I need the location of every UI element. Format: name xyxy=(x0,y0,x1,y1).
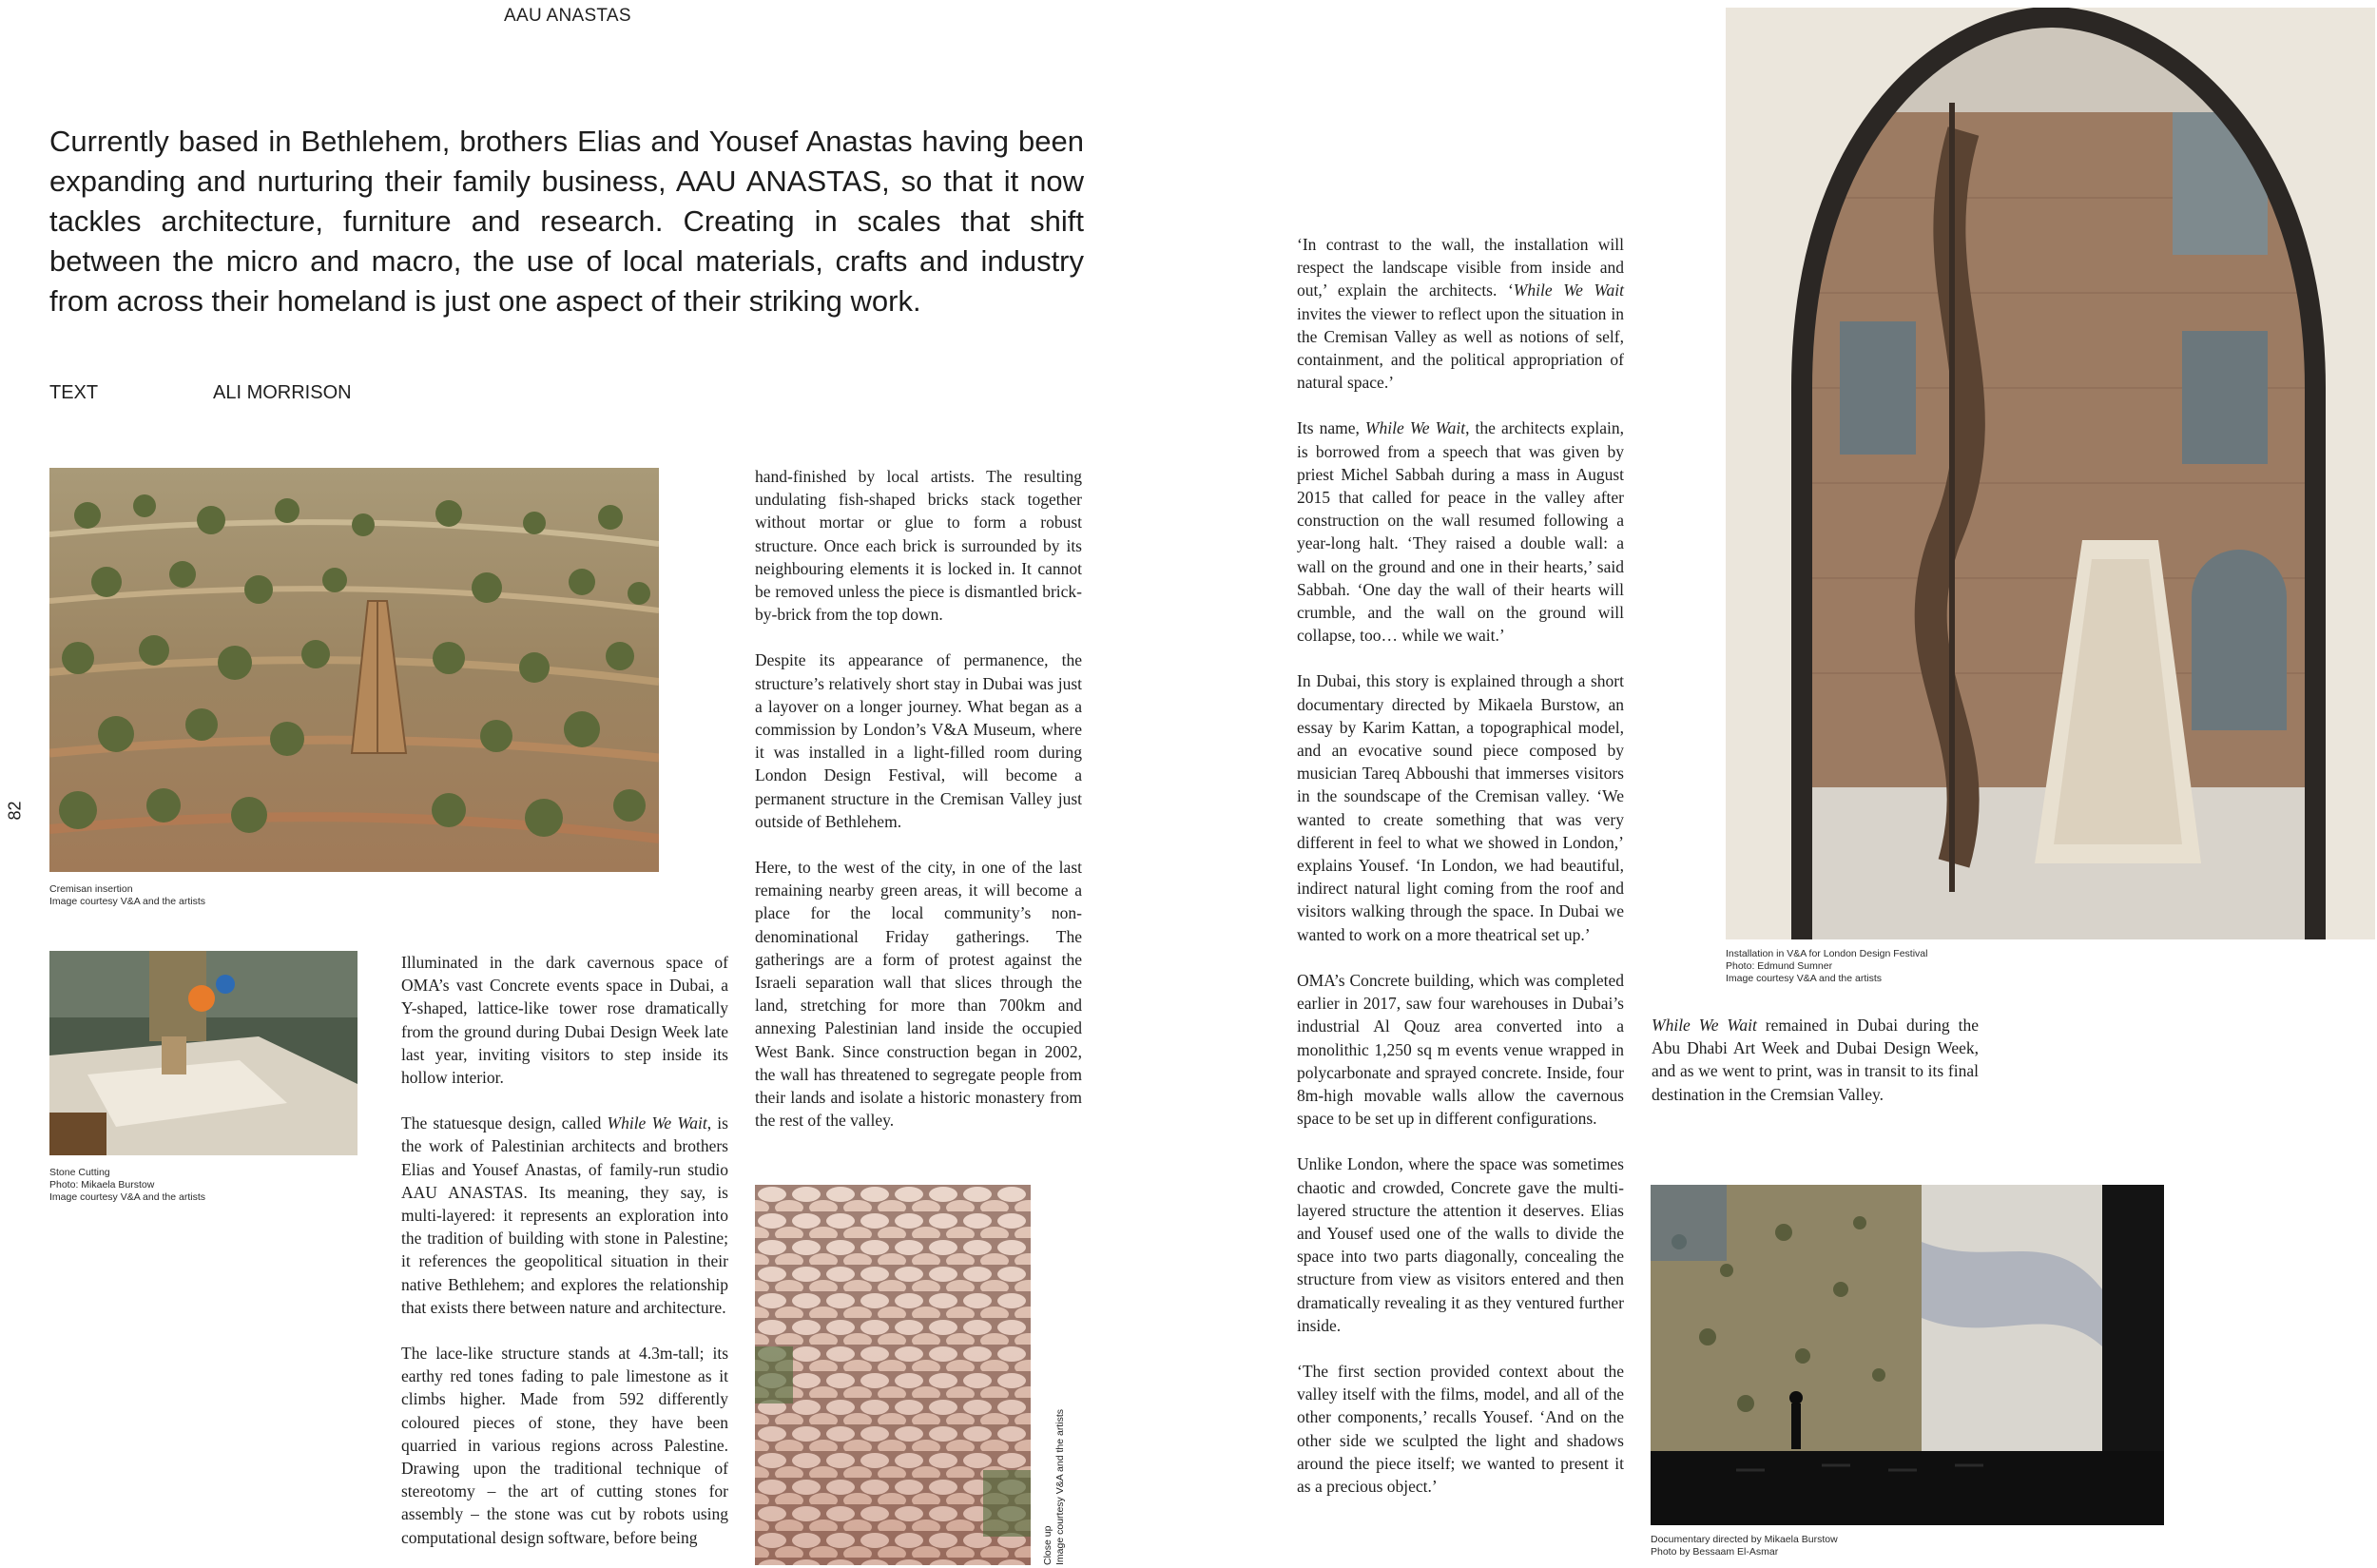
paragraph: Despite its appearance of permanence, the structure’s relatively short stay in Dubai was just a layover on a longer journey. What began as a commission by London’s V&A Museum, where it was installed in a light-filled room during London Design Festival, will become a permanent structure in the Cremisan Valley just outside of Bethlehem. xyxy=(755,650,1082,831)
paragraph: OMA’s Concrete building, which was completed earlier in 2017, saw four warehouses in Dubai’s industrial Al Qouz area converted into a monolithic 1,250 sq m events venue wrapped in polycarbonate and sprayed concrete. Inside, four 8m-high movable walls allow the cavernous space to be set up in different configurations. xyxy=(1297,970,1624,1129)
article-column-4 xyxy=(1652,1014,1979,1106)
caption-documentary xyxy=(1651,1534,1838,1558)
caption-line: Installation in V&A for London Design Festival xyxy=(1726,948,1928,959)
text-run: invites the viewer to reflect upon the situation in the Cremisan Valley as well as notions of self, containment, and the political appropriation of natural space.’ xyxy=(1297,303,1624,393)
paragraph: The lace-like structure stands at 4.3m-tall; its earthy red tones fading to pale limestone as it climbs higher. Made from 592 differently coloured pieces of stone, they have been quarried in various regions across Palestine. Drawing upon the traditional technique of stereotomy – the art of cutting stones for assembly – the stone was cut by robots using computational design software, before being xyxy=(401,1344,728,1547)
credit-author: ALI MORRISON xyxy=(213,382,352,403)
cremisan-insertion-photo xyxy=(49,468,659,872)
text-run: remained in Dubai during the Abu Dhabi Art Week and Dubai Design Week, and as we went to print, was in transit to its final destination in the Cremsian Valley. xyxy=(1652,1016,1979,1104)
text-run: ‘In contrast to the wall, the installation will respect the landscape visible from inside and out,’ explain the architects. ‘ xyxy=(1297,235,1624,300)
artwork-title: While We Wait xyxy=(1513,281,1624,300)
caption-line: Cremisan insertion xyxy=(49,883,133,895)
artwork-title: While We Wait xyxy=(1652,1016,1757,1035)
caption-line: Image courtesy V&A and the artists xyxy=(1726,973,1883,984)
paragraph xyxy=(1297,416,1624,647)
paragraph: Illuminated in the dark cavernous space of OMA’s vast Concrete events space in Dubai, a Y-shaped, lattice-like tower rose dramatically from the ground during Dubai Design Week late last year, inviting visitors to step inside its hollow interior. xyxy=(401,953,728,1088)
paragraph xyxy=(401,1112,728,1319)
artwork-title: While We Wait xyxy=(607,1113,707,1133)
caption-line: Photo: Edmund Sumner xyxy=(1726,960,1833,972)
caption-line: Image courtesy V&A and the artists xyxy=(49,1191,206,1203)
article-column-3 xyxy=(1297,233,1624,1498)
paragraph: ‘The first section provided context about the valley itself with the films, model, and all of the other components,’ recalls Yousef. ‘And on the other side we sculpted the light and shadows around the piece itself; we wanted to present it as a precious object.’ xyxy=(1297,1361,1624,1496)
caption-va-installation xyxy=(1726,948,1927,985)
article-column-1 xyxy=(401,951,728,1549)
page-number: 82 xyxy=(5,801,25,821)
paragraph: Unlike London, where the space was sometimes chaotic and crowded, Concrete gave the multi-layered structure the attention it deserves. Elias and Yousef used one of the walls to divide the space into two parts diagonally, concealing the structure from view as visitors entered and then dramatically revealing it as they ventured further inside. xyxy=(1297,1154,1624,1335)
stone-cutting-photo xyxy=(49,951,358,1155)
article-column-2 xyxy=(755,465,1082,1132)
documentary-photo xyxy=(1651,1185,2164,1525)
credit-label: TEXT xyxy=(49,382,99,403)
caption-stone-cutting xyxy=(49,1167,205,1204)
caption-line: Documentary directed by Mikaela Burstow xyxy=(1651,1534,1838,1545)
caption-line: Photo: Mikaela Burstow xyxy=(49,1179,155,1191)
caption-line: Photo by Bessaam El-Asmar xyxy=(1651,1546,1779,1558)
caption-line: Stone Cutting xyxy=(49,1167,110,1178)
paragraph: In Dubai, this story is explained through a short documentary directed by Mikaela Burstow, an essay by Karim Kattan, a topographical model, and an evocative sound piece composed by musician Tareq Abboushi that immerses visitors in the soundscape of the Cremisan valley. ‘We wanted to create something that was very different in feel to what we showed in London,’ explains Yousef. ‘In London, we had beautiful, indirect natural light coming from the roof and visitors walking through the space. In Dubai we wanted to work on a more theatrical set up.’ xyxy=(1297,671,1624,944)
paragraph xyxy=(1652,1014,1979,1106)
caption-cremisan xyxy=(49,883,205,908)
text-run: , is the work of Palestinian architects and brothers Elias and Yousef Anastas, of family-run studio AAU ANASTAS. Its meaning, they say, is multi-layered: it represents an exploration into the tradition of building with stone in Palestine; it references the geopolitical situation in their native Bethlehem; and explores the relationship that exists there between nature and architecture. xyxy=(401,1113,728,1317)
text-run: Its name, xyxy=(1297,418,1365,438)
paragraph xyxy=(1297,233,1624,394)
intro-paragraph: Currently based in Bethlehem, brothers Elias and Yousef Anastas having been expanding and nurturing their family business, AAU ANASTAS, so that it now tackles architecture, furniture and research. Creating in scales that shift between the micro and macro, the use of local materials, crafts and industry from across their homeland is just one aspect of their striking work. xyxy=(49,125,1084,318)
caption-close-up xyxy=(1042,1409,1067,1565)
artwork-title: While We Wait xyxy=(1364,418,1466,438)
caption-line: Image courtesy V&A and the artists xyxy=(1054,1408,1066,1565)
paragraph: Here, to the west of the city, in one of the last remaining nearby green areas, it will become a place for the local community’s non-denominational Friday gatherings. The gatherings are a form of protest against the Israeli separation wall that slices through the land, stretching for more than 700km and annexing Palestinian land inside the occupied West Bank. Since construction began in 2002, the wall has threatened to segregate people from their lands and isolate a historic monastery from the rest of the valley. xyxy=(755,858,1082,1131)
caption-line: Close up xyxy=(1042,1525,1053,1565)
magazine-section-title: AAU ANASTAS xyxy=(504,6,631,26)
caption-line: Image courtesy V&A and the artists xyxy=(49,896,206,907)
text-run: The statuesque design, called xyxy=(401,1113,608,1133)
close-up-photo xyxy=(755,1185,1031,1565)
va-installation-photo xyxy=(1726,8,2375,939)
text-run: , the architects explain, is borrowed from a speech that was given by priest Michel Sabbah during a mass in August 2015 that called for peace in the valley after construction on the wall resumed following a year-long halt. ‘They raised a double wall: a wall on the ground and one in their hearts,’ said Sabbah. ‘One day the wall of their hearts will crumble, and the wall on the ground will collapse, too… while we wait.’ xyxy=(1297,418,1624,646)
paragraph: hand-finished by local artists. The resulting undulating fish-shaped bricks stack together without mortar or glue to form a robust structure. Once each brick is surrounded by its neighbouring elements it is locked in. It cannot be removed unless the piece is dismantled brick-by-brick from the top down. xyxy=(755,467,1082,625)
